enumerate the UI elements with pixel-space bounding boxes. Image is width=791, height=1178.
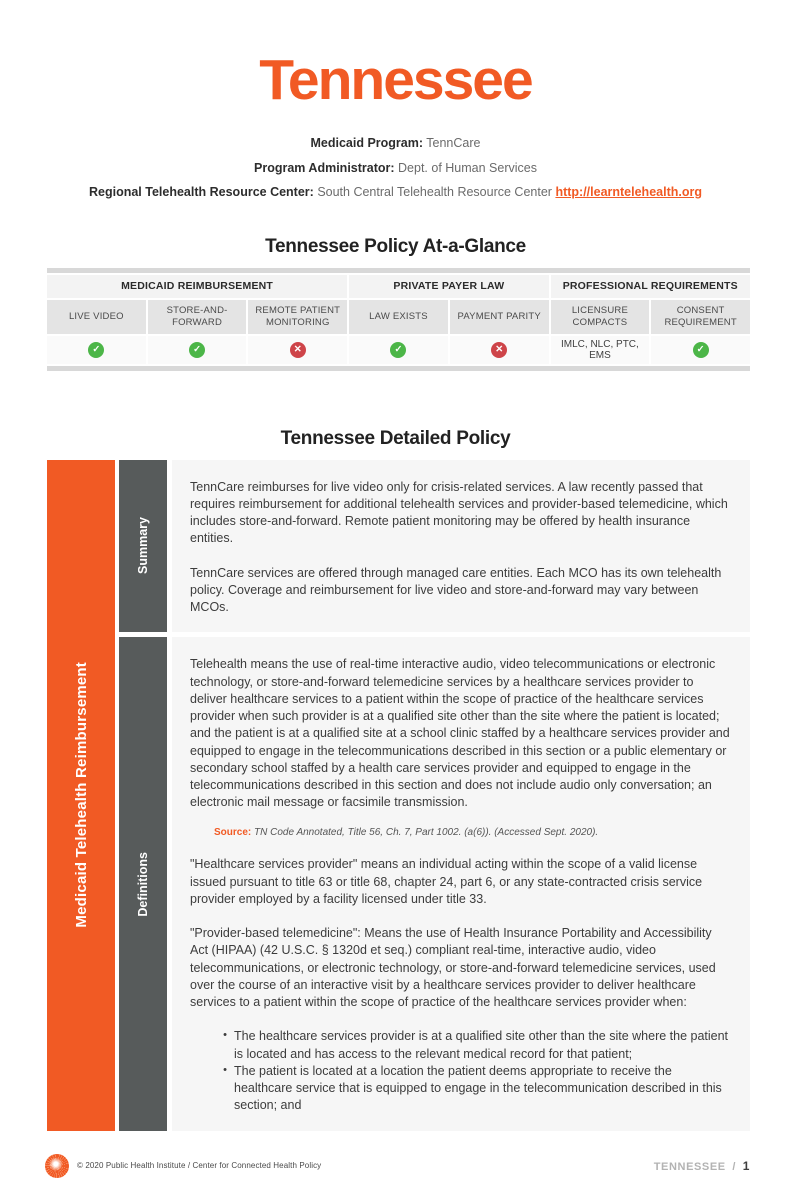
group-header-medicaid-reimbursement: MEDICAID REIMBURSEMENT [47, 275, 347, 298]
table-bottom-band [47, 366, 750, 371]
category-bar-label: Medicaid Telehealth Reimbursement [72, 662, 90, 928]
resource-center-label: Regional Telehealth Resource Center: [89, 185, 314, 199]
value-law-exists [349, 336, 448, 364]
column-header-payment-parity: PAYMENT PARITY [450, 300, 549, 334]
document-page [0, 48, 791, 1173]
medicaid-program-line [0, 137, 791, 150]
check-icon: ✓ [390, 342, 406, 358]
resource-center-value: South Central Telehealth Resource Center [317, 185, 552, 199]
page-number-state: TENNESSEE [653, 1160, 726, 1173]
value-store-and-forward [148, 336, 247, 364]
definitions-content [172, 637, 750, 1130]
definitions-paragraph: "Provider-based telemedicine": Means the use of Health Insurance Portability and Accessibility Act (HIPAA) (42 U.S.C. § 1320d et seq.) compliant real-time, interactive audio, video telecommunications, or electronic technology, or store-and-forward telemedicine services, used over the course of an interactive visit by a healthcare services provider to deliver healthcare services to a patient within the scope of practice of the healthcare services provider when: [190, 926, 716, 1010]
value-remote-patient-monitoring [248, 336, 347, 364]
definitions-row [119, 637, 750, 1130]
medicaid-program-value: TennCare [426, 136, 481, 150]
summary-tab-label: Summary [136, 517, 150, 575]
at-a-glance-table [47, 268, 750, 371]
definitions-bullet-list [190, 1028, 730, 1114]
category-bar-medicaid-telehealth-reimbursement [47, 460, 115, 1131]
page-number [654, 1159, 750, 1173]
definitions-paragraph: "Healthcare services provider" means an individual acting within the scope of a valid license issued pursuant to title 63 or title 68, chapter 24, part 6, or any state-contracted crisis service provider employed by a facility licensed under title 33. [190, 857, 703, 906]
group-header-private-payer-law: PRIVATE PAYER LAW [349, 275, 548, 298]
bullet-icon: • [223, 1029, 227, 1042]
column-header-licensure-compacts: LICENSURE COMPACTS [551, 300, 650, 334]
definitions-tab-label: Definitions [136, 851, 150, 917]
column-header-store-and-forward: STORE-AND-FORWARD [148, 300, 247, 334]
value-consent-requirement [651, 336, 750, 364]
x-icon: ✕ [491, 342, 507, 358]
value-live-video [47, 336, 146, 364]
program-administrator-line [0, 162, 791, 175]
x-icon: ✕ [290, 342, 306, 358]
definitions-tab [119, 637, 167, 1130]
copyright-text: © 2020 Public Health Institute / Center for Connected Health Policy [77, 1161, 322, 1171]
summary-paragraph: TennCare services are offered through managed care entities. Each MCO has its own telehealth policy. Coverage and reimbursement for live video and store-and-forward may vary between MCOs. [190, 565, 722, 614]
at-a-glance-heading: Tennessee Policy At-a-Glance [265, 235, 526, 257]
phi-sunburst-logo-icon [45, 1154, 69, 1178]
summary-paragraph: TennCare reimburses for live video only for crisis-related services. A law recently passed that requires reimbursement for additional telehealth services and provider-based telemedicine, which includes store-and-forward. Remote patient monitoring may be offered by health insurance entities. [190, 479, 728, 546]
column-header-consent-requirement: CONSENT REQUIREMENT [651, 300, 750, 334]
bullet-text: The patient is located at a location the patient deems appropriate to receive the healthcare service that is equipped to engage in the telecommunication described in this section; and [234, 1063, 722, 1113]
resource-center-link[interactable]: http://learntelehealth.org [555, 185, 702, 199]
check-icon: ✓ [693, 342, 709, 358]
licensure-compacts-text: IMLC, NLC, PTC, EMS [561, 338, 639, 361]
value-licensure-compacts [551, 336, 650, 364]
summary-content [172, 460, 750, 633]
summary-tab [119, 460, 167, 633]
program-info [0, 137, 791, 199]
resource-center-line [0, 186, 791, 199]
source-label: Source: [214, 826, 252, 838]
summary-row [119, 460, 750, 633]
list-item [216, 1063, 730, 1115]
source-citation [214, 826, 730, 840]
check-icon: ✓ [88, 342, 104, 358]
page-title: Tennessee [259, 48, 532, 112]
page-number-separator: / [732, 1160, 737, 1173]
program-administrator-label: Program Administrator: [254, 160, 395, 175]
group-header-professional-requirements: PROFESSIONAL REQUIREMENTS [551, 275, 750, 298]
column-header-remote-patient-monitoring: REMOTE PATIENT MONITORING [248, 300, 347, 334]
detailed-policy-section [47, 460, 750, 1131]
page-number-value: 1 [742, 1158, 750, 1173]
page-footer [45, 1154, 750, 1178]
definitions-paragraph: Telehealth means the use of real-time interactive audio, video telecommunications or electronic technology, or store-and-forward telemedicine services by a healthcare services provider to deliver healthcare services to a patient within the scope of practice of the healthcare services provider when such provider is at a qualified site other than the site where the patient is located; and the patient is at a qualified site at a school clinic staffed by a healthcare services provider and equipped to engage in the telecommunications described in this section or a public elementary or secondary school staffed by a health care services provider and equipped to engage in the telecommunications described in this section and does not include audio only conversation; an electronic mail message or facsimile transmission. [190, 657, 730, 810]
table-top-band [47, 268, 750, 273]
source-text: TN Code Annotated, Title 56, Ch. 7, Part 1002. (a(6)). (Accessed Sept. 2020). [254, 826, 599, 838]
bullet-icon: • [223, 1063, 227, 1076]
bullet-text: The healthcare services provider is at a qualified site other than the site where the patient is located and has access to the relevant medical record for that patient; [234, 1029, 729, 1061]
check-icon: ✓ [189, 342, 205, 358]
column-header-live-video: LIVE VIDEO [47, 300, 146, 334]
medicaid-program-label: Medicaid Program: [310, 136, 424, 150]
detailed-policy-heading: Tennessee Detailed Policy [280, 427, 511, 449]
list-item [216, 1028, 730, 1063]
program-administrator-value: Dept. of Human Services [398, 160, 537, 175]
column-header-law-exists: LAW EXISTS [349, 300, 448, 334]
value-payment-parity [450, 336, 549, 364]
